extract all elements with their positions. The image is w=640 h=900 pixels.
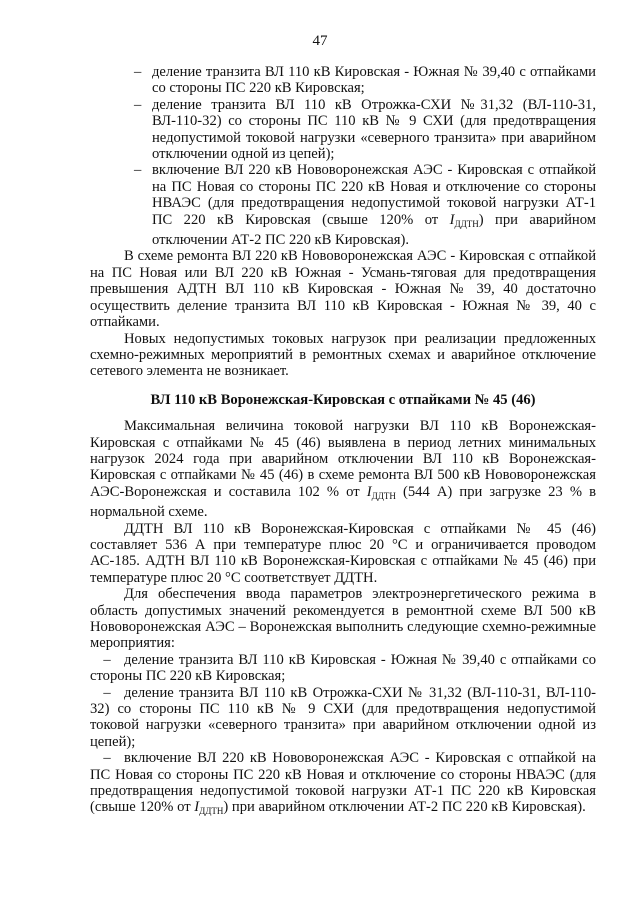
list-item	[90, 97, 596, 163]
current-symbol: I	[449, 211, 455, 228]
dash-marker: –	[103, 684, 111, 701]
list-item	[90, 64, 596, 97]
list-item-text: ) при аварийном отключении АТ-2 ПС 220 кВ Кировская).	[223, 799, 586, 816]
list-item-text: включение ВЛ 220 кВ Нововоронежская АЭС - Кировская с отпайкой на ПС Новая со стороны ПС 220 кВ Новая и отключение со стороны НВАЭС (для предотвращения недопустимой токовой нагрузки АТ-1 ПС 220 кВ Кировская (свыше 120% от	[90, 750, 596, 816]
page-number: 47	[312, 33, 328, 49]
dash-marker: –	[134, 96, 142, 113]
list-item-text: деление транзита ВЛ 110 кВ Кировская - Южная № 39,40 с отпайками со стороны ПС 220 кВ Кировская;	[152, 64, 596, 97]
list-item-text: деление транзита ВЛ 110 кВ Кировская - Южная № 39,40 с отпайками со стороны ПС 220 кВ Кировская;	[90, 651, 596, 685]
current-subscript: ДДТН	[199, 806, 224, 817]
current-symbol: I	[366, 483, 372, 500]
list-item-text: деление транзита ВЛ 110 кВ Отрожка-СХИ № 31,32 (ВЛ-110-31, ВЛ-110-32) со стороны ПС 110 кВ № 9 СХИ (для предотвращения недопустимой токовой нагрузки «северного транзита» при аварийном отключении одной из цепей);	[90, 684, 596, 750]
paragraph: В схеме ремонта ВЛ 220 кВ Нововоронежская АЭС - Кировская с отпайкой на ПС Новая или ВЛ 220 кВ Южная - Усмань-тяговая для предотвращения превышения АДТН ВЛ 110 кВ Кировская - Южная № 39, 40 достаточно осуществить деление транзита ВЛ 110 кВ Кировская - Южная № 39, 40 с отпайками.	[90, 248, 596, 331]
list-item	[90, 162, 596, 248]
dash-marker: –	[103, 750, 111, 767]
current-symbol: I	[194, 799, 200, 816]
dash-marker: –	[103, 651, 111, 668]
current-subscript: ДДТН	[371, 490, 396, 501]
list-item	[90, 652, 596, 685]
section-heading: ВЛ 110 кВ Воронежская-Кировская с отпайками № 45 (46)	[150, 391, 536, 408]
list-item-text: ) при аварийном отключении АТ-2 ПС 220 кВ Кировская).	[152, 211, 596, 249]
paragraph-text: Максимальная величина токовой нагрузки ВЛ 110 кВ Воронежская-Кировская с отпайками № 45 (46) выявлена в период летних минимальных нагрузок 2024 года при аварийном отключении ВЛ 110 кВ Воронежская-Кировская с отпайками № 45 (46) в схеме ремонта ВЛ 500 кВ Нововоронежская АЭС-Воронежская и составила 102 % от	[90, 418, 596, 500]
paragraph: Для обеспечения ввода параметров электроэнергетического режима в область допустимых значений рекомендуется в ремонтной схеме ВЛ 500 кВ Нововоронежская АЭС – Воронежская выполнить следующие схемно-режимные мероприятия:	[90, 586, 596, 652]
dash-marker: –	[134, 162, 142, 179]
current-subscript: ДДТН	[454, 218, 479, 229]
page-body	[90, 64, 596, 820]
dash-marker: –	[134, 64, 142, 80]
paragraph	[90, 418, 596, 520]
paragraph-text: (544 А) при загрузке 23 % в нормальной схеме.	[90, 483, 596, 521]
list-item	[90, 685, 596, 751]
paragraph: Новых недопустимых токовых нагрузок при реализации предложенных схемно-режимных мероприятий в ремонтных схемах и аварийное отключение сетевого элемента не возникает.	[90, 330, 596, 380]
list-item	[90, 750, 596, 820]
paragraph: ДДТН ВЛ 110 кВ Воронежская-Кировская с отпайками № 45 (46) составляет 536 А при температуре плюс 20 °С и ограничивается проводом АС-185. АДТН ВЛ 110 кВ Воронежская-Кировская с отпайками № 45 (46) при температуре плюс 20 °С соответствует ДДТН.	[90, 520, 596, 586]
list-item-text: включение ВЛ 220 кВ Нововоронежская АЭС - Кировская с отпайкой на ПС Новая со стороны ПС 220 кВ Новая и отключение со стороны НВАЭС (для предотвращения недопустимой токовой нагрузки АТ-1 ПС 220 кВ Кировская (свыше 120% от	[152, 162, 596, 228]
list-item-text: деление транзита ВЛ 110 кВ Отрожка-СХИ №31,32 (ВЛ-110-31, ВЛ-110-32) со стороны ПС 110 кВ № 9 СХИ (для предотвращения недопустимой токовой нагрузки «северного транзита» при аварийном отключении одной из цепей);	[152, 96, 596, 163]
